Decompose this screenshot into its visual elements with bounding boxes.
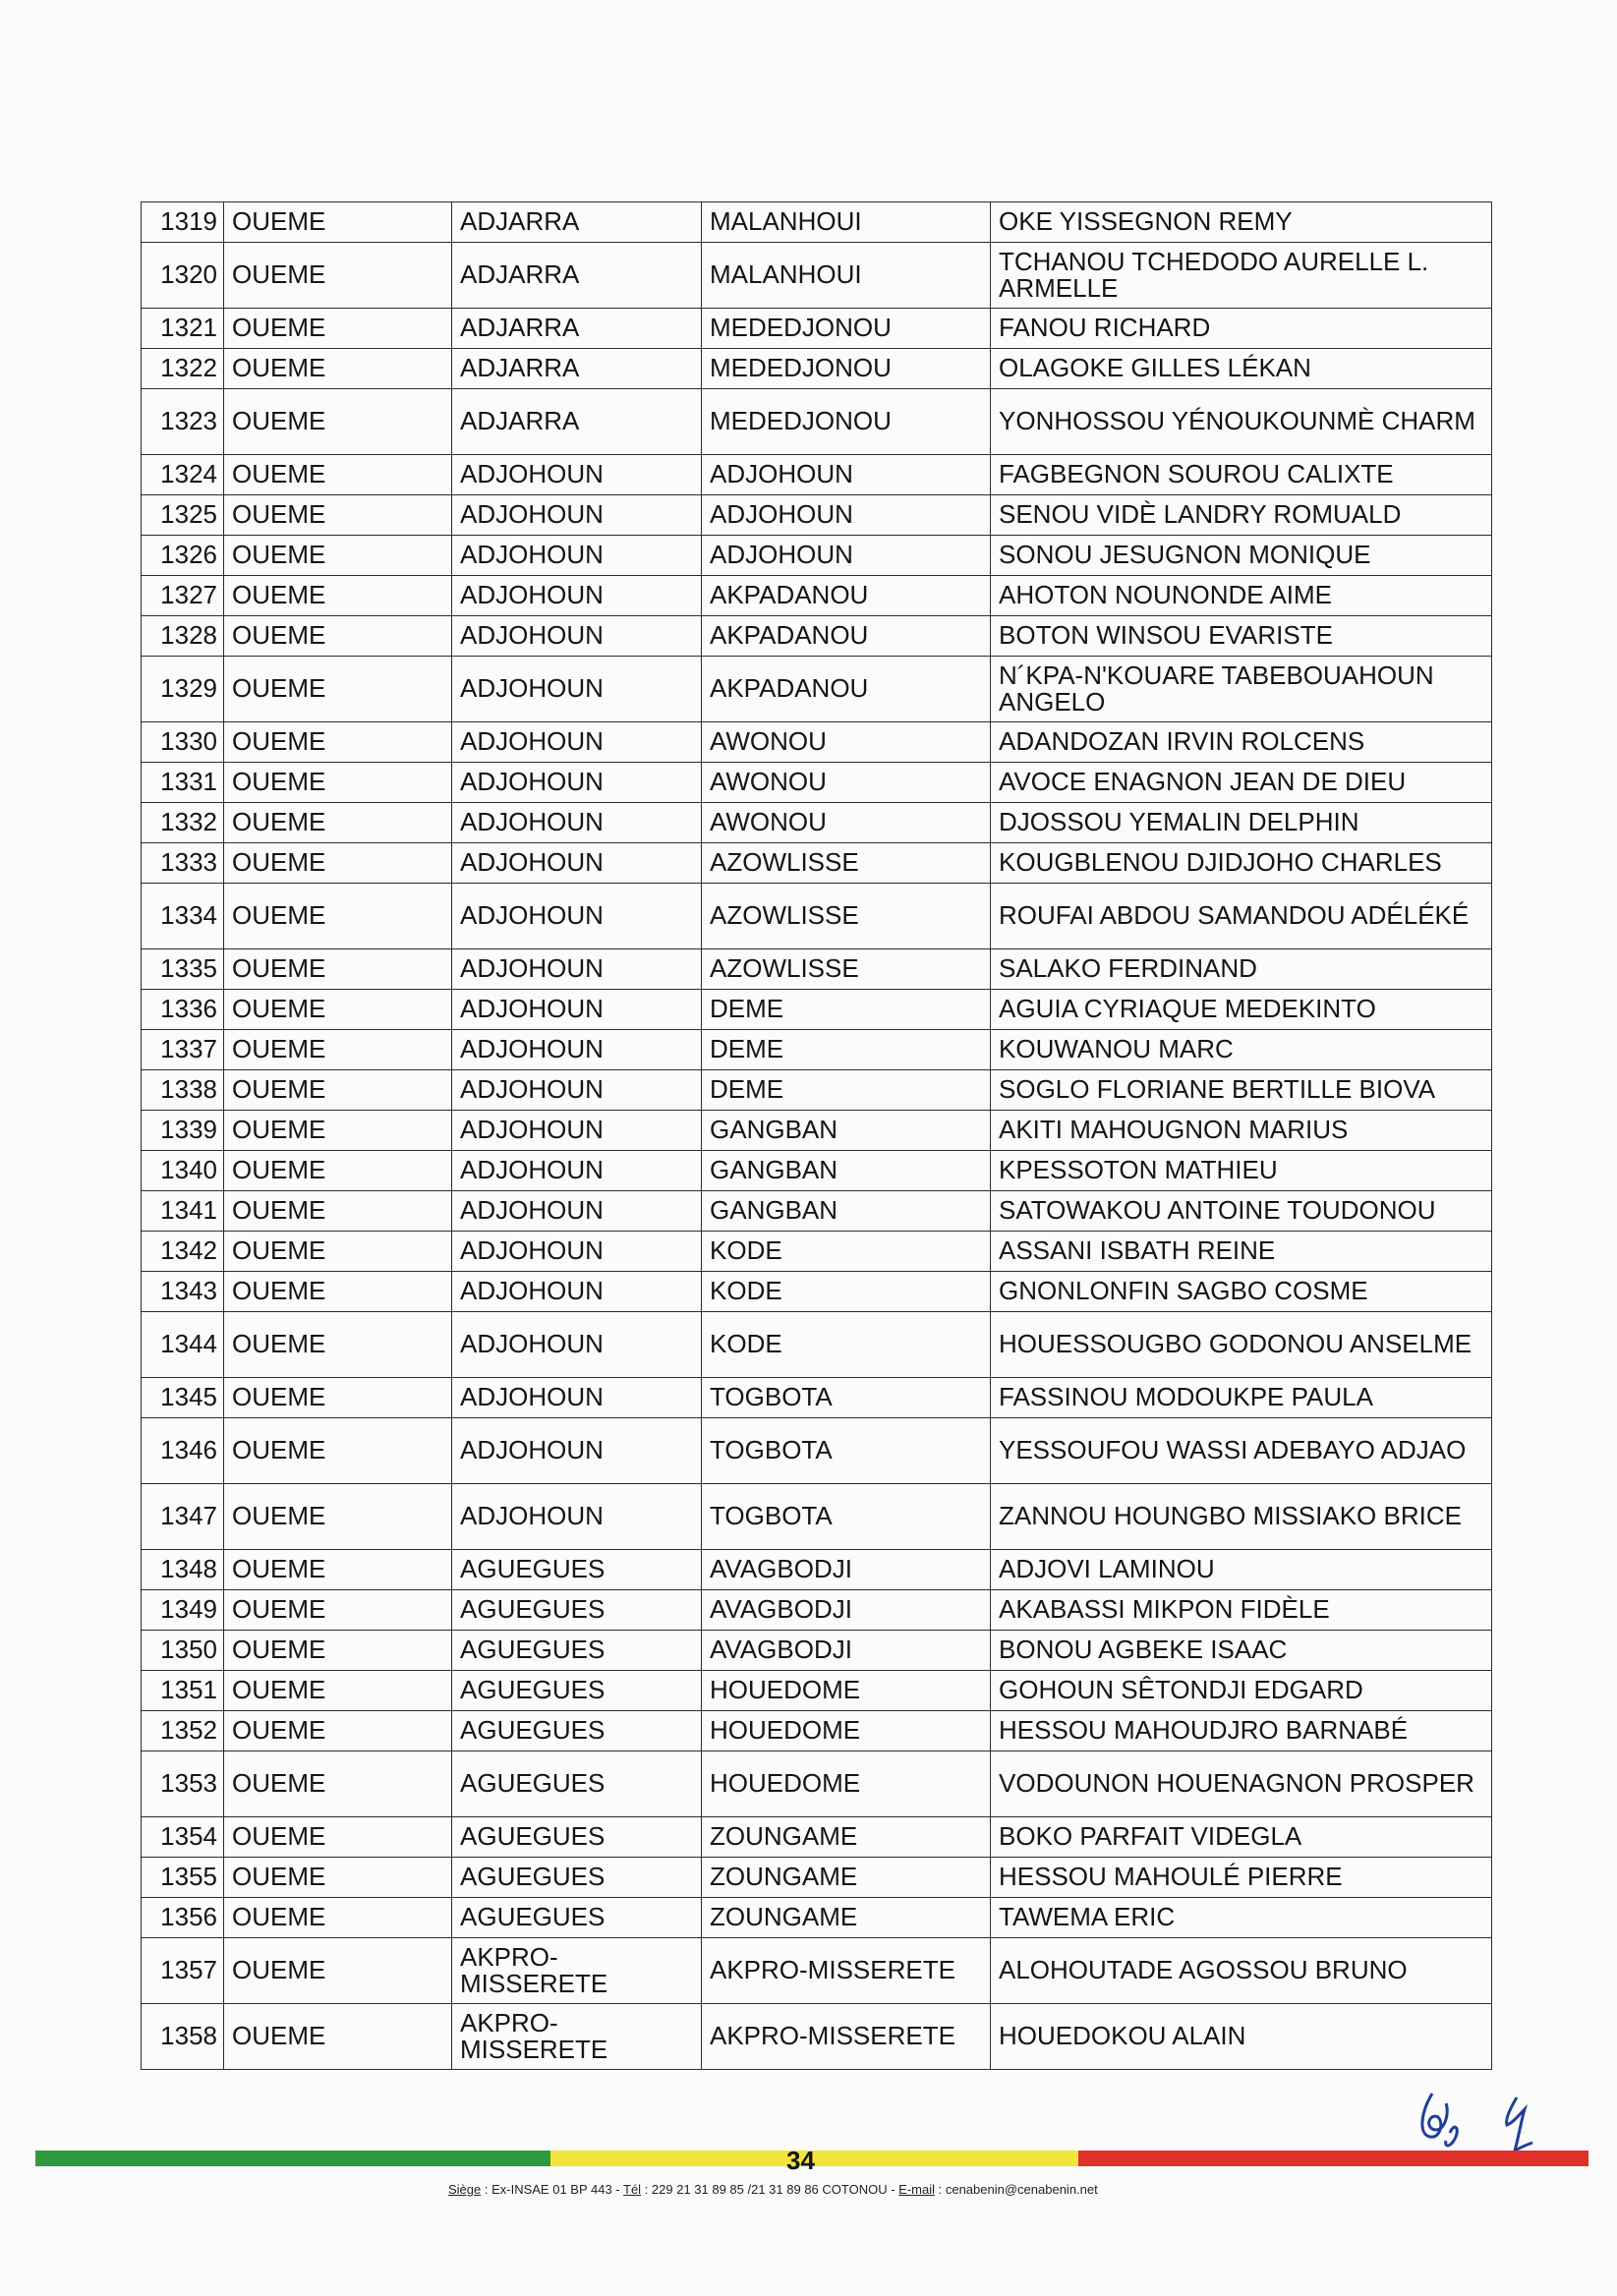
footer-tel-label: Tél: [623, 2182, 642, 2197]
table-row: [142, 1111, 1492, 1151]
name-cell: SALAKO FERDINAND: [991, 949, 1492, 990]
department-cell: OUEME: [224, 1898, 452, 1938]
department-cell: OUEME: [224, 202, 452, 243]
table-row: [142, 495, 1492, 536]
row-number-cell: 1326: [142, 536, 224, 576]
arrondissement-cell: AKPADANOU: [702, 657, 991, 722]
commune-cell: ADJOHOUN: [452, 657, 702, 722]
table-row: [142, 389, 1492, 455]
department-cell: OUEME: [224, 2004, 452, 2070]
arrondissement-cell: HOUEDOME: [702, 1671, 991, 1711]
arrondissement-cell: ZOUNGAME: [702, 1898, 991, 1938]
commune-cell: AGUEGUES: [452, 1711, 702, 1751]
row-number-cell: 1346: [142, 1418, 224, 1484]
name-cell: AKABASSI MIKPON FIDÈLE: [991, 1590, 1492, 1631]
arrondissement-cell: AWONOU: [702, 722, 991, 763]
name-cell: GOHOUN SÊTONDJI EDGARD: [991, 1671, 1492, 1711]
table-row: [142, 243, 1492, 309]
name-cell: ADANDOZAN IRVIN ROLCENS: [991, 722, 1492, 763]
row-number-cell: 1332: [142, 803, 224, 843]
department-cell: OUEME: [224, 1751, 452, 1817]
arrondissement-cell: DEME: [702, 1030, 991, 1070]
row-number-cell: 1351: [142, 1671, 224, 1711]
arrondissement-cell: ADJOHOUN: [702, 455, 991, 495]
arrondissement-cell: AZOWLISSE: [702, 843, 991, 884]
table-row: [142, 1378, 1492, 1418]
commune-cell: ADJOHOUN: [452, 1484, 702, 1550]
name-cell: ROUFAI ABDOU SAMANDOU ADÉLÉKÉ: [991, 884, 1492, 949]
table-row: [142, 803, 1492, 843]
arrondissement-cell: TOGBOTA: [702, 1484, 991, 1550]
commune-cell: ADJOHOUN: [452, 1070, 702, 1111]
row-number-cell: 1335: [142, 949, 224, 990]
table-row: [142, 657, 1492, 722]
arrondissement-cell: AKPRO-MISSERETE: [702, 1938, 991, 2004]
arrondissement-cell: HOUEDOME: [702, 1751, 991, 1817]
commune-cell: ADJARRA: [452, 202, 702, 243]
commune-cell: AGUEGUES: [452, 1751, 702, 1817]
name-cell: N´KPA-N'KOUARE TABEBOUAHOUN ANGELO: [991, 657, 1492, 722]
footer-tel-value: : 229 21 31 89 85 /21 31 89 86 COTONOU -: [641, 2182, 899, 2197]
commune-cell: ADJOHOUN: [452, 455, 702, 495]
row-number-cell: 1336: [142, 990, 224, 1030]
green-stripe: [35, 2151, 550, 2166]
commune-cell: ADJOHOUN: [452, 884, 702, 949]
table-row: [142, 1631, 1492, 1671]
arrondissement-cell: KODE: [702, 1232, 991, 1272]
arrondissement-cell: HOUEDOME: [702, 1711, 991, 1751]
table-row: [142, 616, 1492, 657]
department-cell: OUEME: [224, 1191, 452, 1232]
name-cell: ALOHOUTADE AGOSSOU BRUNO: [991, 1938, 1492, 2004]
commune-cell: ADJARRA: [452, 389, 702, 455]
department-cell: OUEME: [224, 576, 452, 616]
commune-cell: AGUEGUES: [452, 1550, 702, 1590]
name-cell: HESSOU MAHOULÉ PIERRE: [991, 1858, 1492, 1898]
table-row: [142, 1817, 1492, 1858]
department-cell: OUEME: [224, 1938, 452, 2004]
arrondissement-cell: ADJOHOUN: [702, 536, 991, 576]
name-cell: HESSOU MAHOUDJRO BARNABÉ: [991, 1711, 1492, 1751]
table-row: [142, 1070, 1492, 1111]
arrondissement-cell: AKPADANOU: [702, 576, 991, 616]
commune-cell: ADJOHOUN: [452, 1111, 702, 1151]
row-number-cell: 1327: [142, 576, 224, 616]
table-row: [142, 1418, 1492, 1484]
name-cell: KPESSOTON MATHIEU: [991, 1151, 1492, 1191]
table-row: [142, 1191, 1492, 1232]
row-number-cell: 1357: [142, 1938, 224, 2004]
commune-cell: AKPRO-MISSERETE: [452, 1938, 702, 2004]
name-cell: HOUESSOUGBO GODONOU ANSELME: [991, 1312, 1492, 1378]
commune-cell: ADJOHOUN: [452, 616, 702, 657]
arrondissement-cell: AVAGBODJI: [702, 1550, 991, 1590]
arrondissement-cell: DEME: [702, 1070, 991, 1111]
table-row: [142, 309, 1492, 349]
name-cell: FASSINOU MODOUKPE PAULA: [991, 1378, 1492, 1418]
commune-cell: AGUEGUES: [452, 1590, 702, 1631]
department-cell: OUEME: [224, 803, 452, 843]
name-cell: YESSOUFOU WASSI ADEBAYO ADJAO: [991, 1418, 1492, 1484]
arrondissement-cell: AZOWLISSE: [702, 949, 991, 990]
arrondissement-cell: AKPRO-MISSERETE: [702, 2004, 991, 2070]
table-row: [142, 884, 1492, 949]
name-cell: SONOU JESUGNON MONIQUE: [991, 536, 1492, 576]
row-number-cell: 1349: [142, 1590, 224, 1631]
row-number-cell: 1355: [142, 1858, 224, 1898]
arrondissement-cell: AVAGBODJI: [702, 1631, 991, 1671]
department-cell: OUEME: [224, 1070, 452, 1111]
arrondissement-cell: GANGBAN: [702, 1111, 991, 1151]
row-number-cell: 1337: [142, 1030, 224, 1070]
arrondissement-cell: MALANHOUI: [702, 202, 991, 243]
name-cell: AHOTON NOUNONDE AIME: [991, 576, 1492, 616]
department-cell: OUEME: [224, 1030, 452, 1070]
table-row: [142, 1590, 1492, 1631]
name-cell: KOUWANOU MARC: [991, 1030, 1492, 1070]
table-row: [142, 1858, 1492, 1898]
department-cell: OUEME: [224, 1711, 452, 1751]
arrondissement-cell: ZOUNGAME: [702, 1858, 991, 1898]
row-number-cell: 1328: [142, 616, 224, 657]
department-cell: OUEME: [224, 1858, 452, 1898]
commune-cell: AGUEGUES: [452, 1858, 702, 1898]
table-row: [142, 1151, 1492, 1191]
commune-cell: ADJOHOUN: [452, 949, 702, 990]
name-cell: FANOU RICHARD: [991, 309, 1492, 349]
arrondissement-cell: AVAGBODJI: [702, 1590, 991, 1631]
name-cell: KOUGBLENOU DJIDJOHO CHARLES: [991, 843, 1492, 884]
arrondissement-cell: ADJOHOUN: [702, 495, 991, 536]
department-cell: OUEME: [224, 389, 452, 455]
row-number-cell: 1344: [142, 1312, 224, 1378]
assessors-table-body: [142, 202, 1492, 2070]
footer-contact: [448, 2182, 1195, 2197]
name-cell: YONHOSSOU YÉNOUKOUNMÈ CHARM: [991, 389, 1492, 455]
row-number-cell: 1350: [142, 1631, 224, 1671]
table-row: [142, 202, 1492, 243]
name-cell: ZANNOU HOUNGBO MISSIAKO BRICE: [991, 1484, 1492, 1550]
table-row: [142, 455, 1492, 495]
department-cell: OUEME: [224, 949, 452, 990]
name-cell: TCHANOU TCHEDODO AURELLE L. ARMELLE: [991, 243, 1492, 309]
commune-cell: ADJOHOUN: [452, 990, 702, 1030]
department-cell: OUEME: [224, 1550, 452, 1590]
name-cell: ADJOVI LAMINOU: [991, 1550, 1492, 1590]
table-row: [142, 1751, 1492, 1817]
name-cell: SATOWAKOU ANTOINE TOUDONOU: [991, 1191, 1492, 1232]
row-number-cell: 1353: [142, 1751, 224, 1817]
row-number-cell: 1329: [142, 657, 224, 722]
department-cell: OUEME: [224, 1151, 452, 1191]
row-number-cell: 1320: [142, 243, 224, 309]
footer-siege-label: Siège: [448, 2182, 482, 2197]
name-cell: SENOU VIDÈ LANDRY ROMUALD: [991, 495, 1492, 536]
name-cell: BONOU AGBEKE ISAAC: [991, 1631, 1492, 1671]
commune-cell: ADJOHOUN: [452, 1272, 702, 1312]
department-cell: OUEME: [224, 1378, 452, 1418]
department-cell: OUEME: [224, 1590, 452, 1631]
name-cell: FAGBEGNON SOUROU CALIXTE: [991, 455, 1492, 495]
arrondissement-cell: MALANHOUI: [702, 243, 991, 309]
name-cell: ASSANI ISBATH REINE: [991, 1232, 1492, 1272]
commune-cell: ADJOHOUN: [452, 1232, 702, 1272]
name-cell: AGUIA CYRIAQUE MEDEKINTO: [991, 990, 1492, 1030]
row-number-cell: 1324: [142, 455, 224, 495]
department-cell: OUEME: [224, 1631, 452, 1671]
commune-cell: AGUEGUES: [452, 1671, 702, 1711]
arrondissement-cell: KODE: [702, 1272, 991, 1312]
row-number-cell: 1325: [142, 495, 224, 536]
arrondissement-cell: DEME: [702, 990, 991, 1030]
commune-cell: ADJOHOUN: [452, 536, 702, 576]
commune-cell: ADJOHOUN: [452, 1418, 702, 1484]
row-number-cell: 1330: [142, 722, 224, 763]
department-cell: OUEME: [224, 455, 452, 495]
row-number-cell: 1358: [142, 2004, 224, 2070]
red-stripe: [1078, 2151, 1588, 2166]
name-cell: OKE YISSEGNON REMY: [991, 202, 1492, 243]
commune-cell: ADJOHOUN: [452, 722, 702, 763]
table-row: [142, 349, 1492, 389]
commune-cell: ADJOHOUN: [452, 1378, 702, 1418]
department-cell: OUEME: [224, 657, 452, 722]
arrondissement-cell: AWONOU: [702, 803, 991, 843]
row-number-cell: 1343: [142, 1272, 224, 1312]
row-number-cell: 1333: [142, 843, 224, 884]
row-number-cell: 1352: [142, 1711, 224, 1751]
footer-email-label: E-mail: [898, 2182, 936, 2197]
table-row: [142, 763, 1492, 803]
commune-cell: ADJOHOUN: [452, 495, 702, 536]
table-row: [142, 722, 1492, 763]
table-row: [142, 1938, 1492, 2004]
footer-email-value: : cenabenin@cenabenin.net: [935, 2182, 1098, 2197]
commune-cell: ADJOHOUN: [452, 1312, 702, 1378]
commune-cell: ADJOHOUN: [452, 1191, 702, 1232]
footer-siege-value: : Ex-INSAE 01 BP 443 -: [481, 2182, 624, 2197]
page-number: 34: [786, 2146, 815, 2175]
commune-cell: ADJOHOUN: [452, 843, 702, 884]
name-cell: BOKO PARFAIT VIDEGLA: [991, 1817, 1492, 1858]
row-number-cell: 1334: [142, 884, 224, 949]
department-cell: OUEME: [224, 1817, 452, 1858]
department-cell: OUEME: [224, 722, 452, 763]
table-row: [142, 1312, 1492, 1378]
name-cell: HOUEDOKOU ALAIN: [991, 2004, 1492, 2070]
department-cell: OUEME: [224, 495, 452, 536]
table-row: [142, 1711, 1492, 1751]
table-row: [142, 1484, 1492, 1550]
commune-cell: ADJOHOUN: [452, 1030, 702, 1070]
arrondissement-cell: MEDEDJONOU: [702, 389, 991, 455]
department-cell: OUEME: [224, 1484, 452, 1550]
name-cell: AKITI MAHOUGNON MARIUS: [991, 1111, 1492, 1151]
row-number-cell: 1354: [142, 1817, 224, 1858]
commune-cell: AKPRO-MISSERETE: [452, 2004, 702, 2070]
commune-cell: AGUEGUES: [452, 1631, 702, 1671]
name-cell: VODOUNON HOUENAGNON PROSPER: [991, 1751, 1492, 1817]
table-row: [142, 1030, 1492, 1070]
row-number-cell: 1331: [142, 763, 224, 803]
row-number-cell: 1347: [142, 1484, 224, 1550]
name-cell: OLAGOKE GILLES LÉKAN: [991, 349, 1492, 389]
name-cell: AVOCE ENAGNON JEAN DE DIEU: [991, 763, 1492, 803]
commune-cell: ADJARRA: [452, 309, 702, 349]
row-number-cell: 1322: [142, 349, 224, 389]
row-number-cell: 1345: [142, 1378, 224, 1418]
row-number-cell: 1341: [142, 1191, 224, 1232]
row-number-cell: 1356: [142, 1898, 224, 1938]
arrondissement-cell: TOGBOTA: [702, 1418, 991, 1484]
table-row: [142, 536, 1492, 576]
row-number-cell: 1321: [142, 309, 224, 349]
department-cell: OUEME: [224, 309, 452, 349]
department-cell: OUEME: [224, 1312, 452, 1378]
department-cell: OUEME: [224, 1272, 452, 1312]
arrondissement-cell: MEDEDJONOU: [702, 309, 991, 349]
row-number-cell: 1338: [142, 1070, 224, 1111]
commune-cell: ADJARRA: [452, 349, 702, 389]
commune-cell: ADJOHOUN: [452, 763, 702, 803]
department-cell: OUEME: [224, 843, 452, 884]
table-row: [142, 1671, 1492, 1711]
table-row: [142, 1550, 1492, 1590]
table-row: [142, 843, 1492, 884]
arrondissement-cell: KODE: [702, 1312, 991, 1378]
assessors-table: [141, 201, 1492, 2070]
table-row: [142, 2004, 1492, 2070]
commune-cell: AGUEGUES: [452, 1898, 702, 1938]
department-cell: OUEME: [224, 990, 452, 1030]
arrondissement-cell: AZOWLISSE: [702, 884, 991, 949]
arrondissement-cell: TOGBOTA: [702, 1378, 991, 1418]
department-cell: OUEME: [224, 1671, 452, 1711]
department-cell: OUEME: [224, 1232, 452, 1272]
department-cell: OUEME: [224, 243, 452, 309]
arrondissement-cell: ZOUNGAME: [702, 1817, 991, 1858]
arrondissement-cell: AKPADANOU: [702, 616, 991, 657]
row-number-cell: 1348: [142, 1550, 224, 1590]
name-cell: TAWEMA ERIC: [991, 1898, 1492, 1938]
commune-cell: ADJOHOUN: [452, 1151, 702, 1191]
table-row: [142, 1232, 1492, 1272]
commune-cell: ADJOHOUN: [452, 803, 702, 843]
row-number-cell: 1323: [142, 389, 224, 455]
department-cell: OUEME: [224, 763, 452, 803]
arrondissement-cell: MEDEDJONOU: [702, 349, 991, 389]
table-row: [142, 990, 1492, 1030]
department-cell: OUEME: [224, 349, 452, 389]
row-number-cell: 1339: [142, 1111, 224, 1151]
department-cell: OUEME: [224, 884, 452, 949]
row-number-cell: 1319: [142, 202, 224, 243]
table-row: [142, 1898, 1492, 1938]
commune-cell: AGUEGUES: [452, 1817, 702, 1858]
name-cell: SOGLO FLORIANE BERTILLE BIOVA: [991, 1070, 1492, 1111]
name-cell: BOTON WINSOU EVARISTE: [991, 616, 1492, 657]
name-cell: GNONLONFIN SAGBO COSME: [991, 1272, 1492, 1312]
department-cell: OUEME: [224, 616, 452, 657]
department-cell: OUEME: [224, 1111, 452, 1151]
table-row: [142, 1272, 1492, 1312]
arrondissement-cell: GANGBAN: [702, 1151, 991, 1191]
commune-cell: ADJOHOUN: [452, 576, 702, 616]
name-cell: DJOSSOU YEMALIN DELPHIN: [991, 803, 1492, 843]
commune-cell: ADJARRA: [452, 243, 702, 309]
arrondissement-cell: AWONOU: [702, 763, 991, 803]
table-row: [142, 949, 1492, 990]
arrondissement-cell: GANGBAN: [702, 1191, 991, 1232]
row-number-cell: 1340: [142, 1151, 224, 1191]
row-number-cell: 1342: [142, 1232, 224, 1272]
department-cell: OUEME: [224, 536, 452, 576]
table-row: [142, 576, 1492, 616]
department-cell: OUEME: [224, 1418, 452, 1484]
